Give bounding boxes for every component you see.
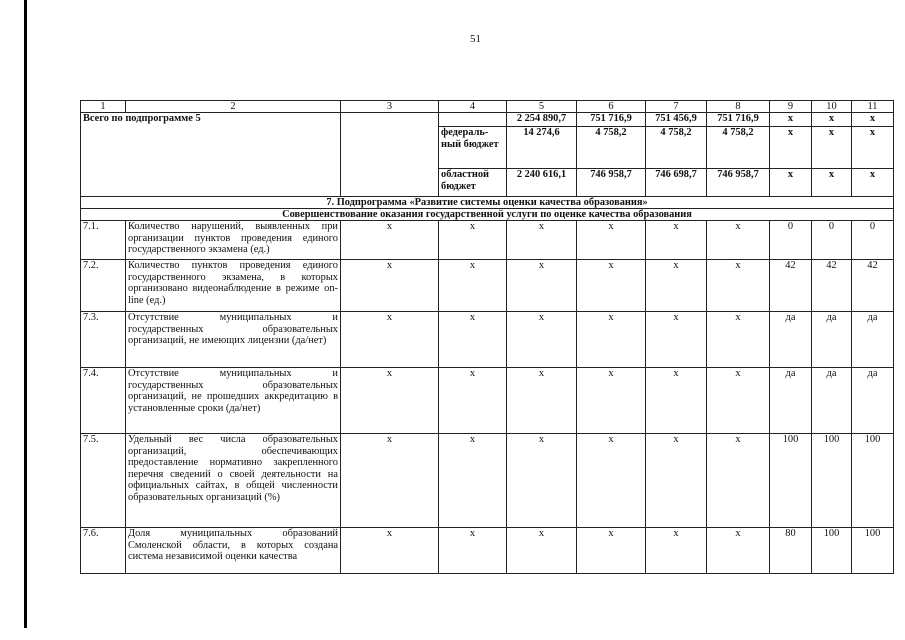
amount-cell: 746 698,7: [646, 169, 707, 197]
indicator-text: Количество пунктов проведения единого государственного экзамена, в которых организовано видеонаблюдение в режиме on-line (ед.): [126, 260, 341, 312]
subprogram-title: 7. Подпрограмма «Развитие системы оценки качества образования»: [81, 197, 894, 209]
indicator-number: 7.3.: [81, 312, 126, 368]
amount-cell: 746 958,7: [707, 169, 770, 197]
x-cell: х: [439, 434, 507, 528]
value-cell: 42: [852, 260, 894, 312]
col-header: 11: [852, 101, 894, 113]
indicator-text: Количество нарушений, выявленных при организации пунктов проведения единого государственного экзамена (ед.): [126, 221, 341, 260]
total-row: [81, 113, 894, 127]
value-cell: 42: [770, 260, 812, 312]
funding-source: [439, 113, 507, 127]
x-cell: х: [341, 368, 439, 434]
funding-source: федераль-ный бюджет: [439, 127, 507, 169]
value-cell: 100: [852, 434, 894, 528]
indicator-row: [81, 221, 894, 260]
x-cell: х: [812, 127, 852, 169]
indicator-row: [81, 312, 894, 368]
indicator-number: 7.4.: [81, 368, 126, 434]
value-cell: 0: [770, 221, 812, 260]
col-header: 10: [812, 101, 852, 113]
x-cell: х: [812, 169, 852, 197]
value-cell: 100: [852, 528, 894, 574]
value-cell: 0: [852, 221, 894, 260]
x-cell: х: [770, 127, 812, 169]
x-cell: х: [507, 260, 577, 312]
x-cell: х: [707, 434, 770, 528]
x-cell: х: [577, 434, 646, 528]
x-cell: х: [646, 221, 707, 260]
x-cell: х: [507, 434, 577, 528]
value-cell: 100: [812, 528, 852, 574]
value-cell: 80: [770, 528, 812, 574]
col-header: 7: [646, 101, 707, 113]
x-cell: х: [341, 221, 439, 260]
x-cell: х: [707, 528, 770, 574]
x-cell: х: [707, 221, 770, 260]
column-number-row: [81, 101, 894, 113]
x-cell: х: [707, 260, 770, 312]
x-cell: х: [770, 169, 812, 197]
value-cell: 0: [812, 221, 852, 260]
x-cell: х: [439, 260, 507, 312]
amount-cell: 4 758,2: [577, 127, 646, 169]
indicator-number: 7.6.: [81, 528, 126, 574]
x-cell: х: [577, 221, 646, 260]
col-header: 6: [577, 101, 646, 113]
value-cell: да: [812, 312, 852, 368]
x-cell: х: [577, 312, 646, 368]
x-cell: х: [577, 260, 646, 312]
x-cell: х: [812, 113, 852, 127]
value-cell: 42: [812, 260, 852, 312]
indicator-text: Доля муниципальных образований Смоленской области, в которых создана система независимой оценки качества: [126, 528, 341, 574]
value-cell: 100: [770, 434, 812, 528]
x-cell: х: [341, 434, 439, 528]
x-cell: х: [646, 368, 707, 434]
value-cell: да: [852, 368, 894, 434]
page-binding-edge: [24, 0, 27, 628]
indicator-text: Удельный вес числа образовательных организаций, обеспечивающих предоставление нормативно закрепленного перечня сведений о своей деятельности на официальных сайтах, в общей численности образовательных организаций (%): [126, 434, 341, 528]
col-header: 1: [81, 101, 126, 113]
amount-cell: 2 254 890,7: [507, 113, 577, 127]
x-cell: х: [707, 368, 770, 434]
amount-cell: 751 716,9: [707, 113, 770, 127]
amount-cell: 14 274,6: [507, 127, 577, 169]
section-title: Совершенствование оказания государственной услуги по оценке качества образования: [81, 209, 894, 221]
x-cell: х: [341, 312, 439, 368]
amount-cell: 751 456,9: [646, 113, 707, 127]
x-cell: х: [507, 312, 577, 368]
x-cell: х: [852, 113, 894, 127]
x-cell: х: [646, 434, 707, 528]
indicator-row: [81, 368, 894, 434]
x-cell: х: [439, 528, 507, 574]
indicator-number: 7.5.: [81, 434, 126, 528]
indicator-row: [81, 528, 894, 574]
indicator-text: Отсутствие муниципальных и государственных образовательных организаций, не имеющих лицензии (да/нет): [126, 312, 341, 368]
x-cell: х: [646, 312, 707, 368]
amount-cell: 4 758,2: [707, 127, 770, 169]
x-cell: х: [646, 528, 707, 574]
value-cell: да: [812, 368, 852, 434]
section-title-row: [81, 209, 894, 221]
indicator-row: [81, 260, 894, 312]
x-cell: х: [852, 169, 894, 197]
x-cell: х: [852, 127, 894, 169]
empty-cell: [341, 113, 439, 197]
x-cell: х: [577, 528, 646, 574]
amount-cell: 2 240 616,1: [507, 169, 577, 197]
indicator-row: [81, 434, 894, 528]
x-cell: х: [341, 260, 439, 312]
subprogram-title-row: [81, 197, 894, 209]
col-header: 9: [770, 101, 812, 113]
funding-source: областной бюджет: [439, 169, 507, 197]
amount-cell: 4 758,2: [646, 127, 707, 169]
x-cell: х: [707, 312, 770, 368]
col-header: 8: [707, 101, 770, 113]
page-number: 51: [470, 33, 481, 45]
x-cell: х: [507, 221, 577, 260]
value-cell: да: [770, 312, 812, 368]
value-cell: 100: [812, 434, 852, 528]
indicator-number: 7.2.: [81, 260, 126, 312]
value-cell: да: [852, 312, 894, 368]
amount-cell: 751 716,9: [577, 113, 646, 127]
x-cell: х: [770, 113, 812, 127]
amount-cell: 746 958,7: [577, 169, 646, 197]
x-cell: х: [341, 528, 439, 574]
x-cell: х: [646, 260, 707, 312]
value-cell: да: [770, 368, 812, 434]
x-cell: х: [507, 368, 577, 434]
col-header: 4: [439, 101, 507, 113]
x-cell: х: [507, 528, 577, 574]
col-header: 3: [341, 101, 439, 113]
col-header: 2: [126, 101, 341, 113]
x-cell: х: [439, 312, 507, 368]
x-cell: х: [577, 368, 646, 434]
x-cell: х: [439, 221, 507, 260]
indicator-text: Отсутствие муниципальных и государственных образовательных организаций, не прошедших аккредитацию в установленные сроки (да/нет): [126, 368, 341, 434]
col-header: 5: [507, 101, 577, 113]
indicator-number: 7.1.: [81, 221, 126, 260]
x-cell: х: [439, 368, 507, 434]
program-indicators-table: [80, 100, 894, 574]
total-label: Всего по подпрограмме 5: [81, 113, 341, 197]
